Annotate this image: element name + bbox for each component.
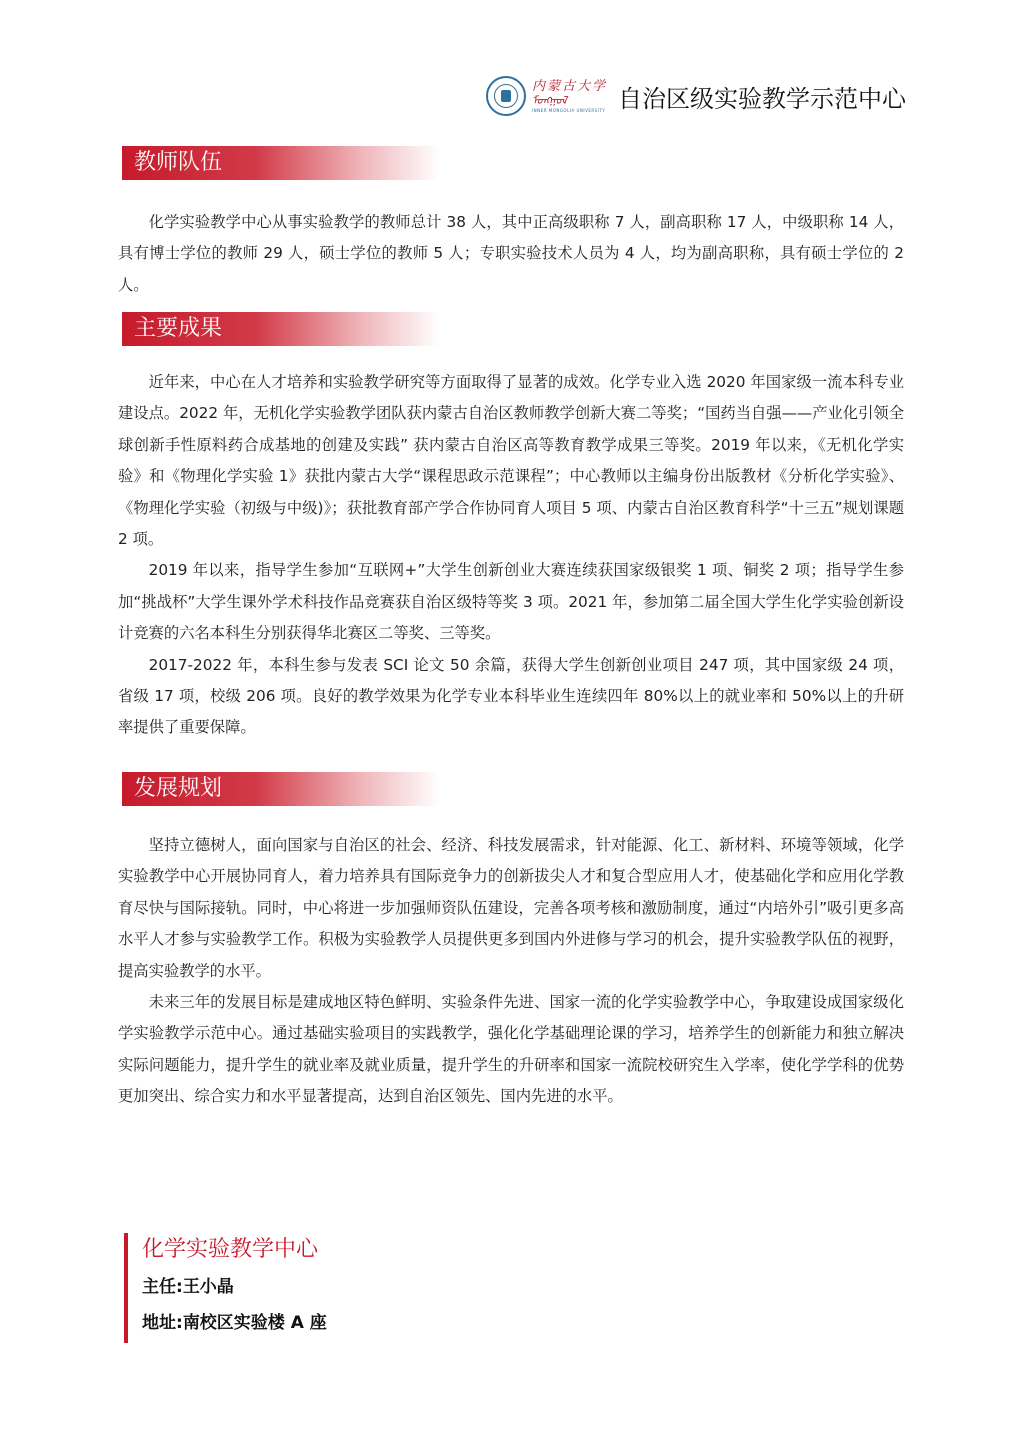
section-heading-plan — [122, 772, 440, 806]
university-seal-logo — [486, 76, 526, 116]
logo-en: INNER MONGOLIA UNIVERSITY — [532, 107, 606, 113]
logo-cn-line1: 内蒙古大学 — [532, 78, 608, 94]
address-label: 地址: — [142, 1313, 183, 1333]
plan-paragraph-2: 未来三年的发展目标是建成地区特色鲜明、实验条件先进、国家一流的化学实验教学中心，争取建设成国家级化学实验教学示范中心。通过基础实验项目的实践教学，强化化学基础理论课的学习，培养学生的创新能力和独立解决实际问题能力，提升学生的就业率及就业质量，提升学生的升研率和国家一流院校研究生入学率，使化学学科的优势更加突出、综合实力和水平显著提高，达到自治区领先、国内先进的水平。 — [118, 993, 904, 1106]
section-heading-achievements — [122, 312, 440, 346]
section-heading-achievements-label: 主要成果 — [134, 316, 223, 341]
university-name-logo — [532, 76, 610, 116]
director-label: 主任: — [142, 1277, 183, 1297]
footer-address — [142, 1310, 327, 1336]
plan-paragraph-1: 坚持立德树人，面向国家与自治区的社会、经济、科技发展需求，针对能源、化工、新材料、环境等领域，化学实验教学中心开展协同育人，着力培养具有国际竞争力的创新拔尖人才和复合型应用人才，使基础化学和应用化学教育尽快与国际接轨。同时，中心将进一步加强师资队伍建设，完善各项考核和激励制度，通过“内培外引”吸引更多高水平人才参与实验教学工作。积极为实验教学人员提供更多到国内外进修与学习的机会，提升实验教学队伍的视野，提高实验教学的水平。 — [118, 836, 904, 980]
footer-director — [142, 1274, 234, 1300]
teachers-paragraph-1: 化学实验教学中心从事实验教学的教师总计 38 人，其中正高级职称 7 人，副高职称 17 人，中级职称 14 人，具有博士学位的教师 29 人，硕士学位的教师 5 人；专职实验技术人员为 4 人，均为副高职称，具有硕士学位的 2 人。 — [118, 213, 904, 294]
footer-accent-bar — [124, 1233, 128, 1343]
section-body-achievements — [118, 367, 904, 744]
footer-title: 化学实验教学中心 — [142, 1237, 319, 1262]
achievements-paragraph-2: 2019 年以来，指导学生参加“互联网+”大学生创新创业大赛连续获国家级银奖 1 项、铜奖 2 项；指导学生参加“挑战杯”大学生课外学术科技作品竞赛获自治区级特等奖 3 项。2021 年，参加第二届全国大学生化学实验创新设计竞赛的六名本科生分别获得华北赛区二等奖、三等奖。 — [118, 561, 904, 643]
section-body-teachers — [118, 207, 904, 301]
achievements-paragraph-3: 2017-2022 年，本科生参与发表 SCI 论文 50 余篇，获得大学生创新创业项目 247 项，其中国家级 24 项，省级 17 项，校级 206 项。良好的教学效果为化学专业本科毕业生连续四年 80%以上的就业率和 50%以上的升研率提供了重要保障。 — [118, 655, 904, 737]
achievements-paragraph-1: 近年来，中心在人才培养和实验教学研究等方面取得了显著的成效。化学专业入选 2020 年国家级一流本科专业建设点。2022 年，无机化学实验教学团队获内蒙古自治区教师教学创新大赛二等奖；“国药当自强——产业化引领全球创新手性原料药合成基地的创建及实践” 获内蒙古自治区高等教育教学成果三等奖。2019 年以来，《无机化学实验》和《物理化学实验 1》获批内蒙古大学“课程思政示范课程”；中心教师以主编身份出版教材《分析化学实验》、《物理化学实验（初级与中级)》；获批教育部产学合作协同育人项目 5 项、内蒙古自治区教育科学“十三五”规划课题 2 项。 — [118, 373, 904, 549]
page-header — [486, 74, 906, 118]
section-heading-plan-label: 发展规划 — [134, 776, 223, 801]
section-heading-teachers-label: 教师队伍 — [134, 150, 223, 175]
section-body-plan — [118, 830, 904, 1113]
header-title: 自治区级实验教学示范中心 — [618, 84, 906, 113]
address-value: 南校区实验楼 A 座 — [182, 1313, 327, 1333]
logo-cn-line2: ᠮᠣᠩᠭᠣᠯ — [532, 93, 567, 107]
director-name: 王小晶 — [182, 1277, 234, 1297]
section-heading-teachers — [122, 146, 440, 180]
